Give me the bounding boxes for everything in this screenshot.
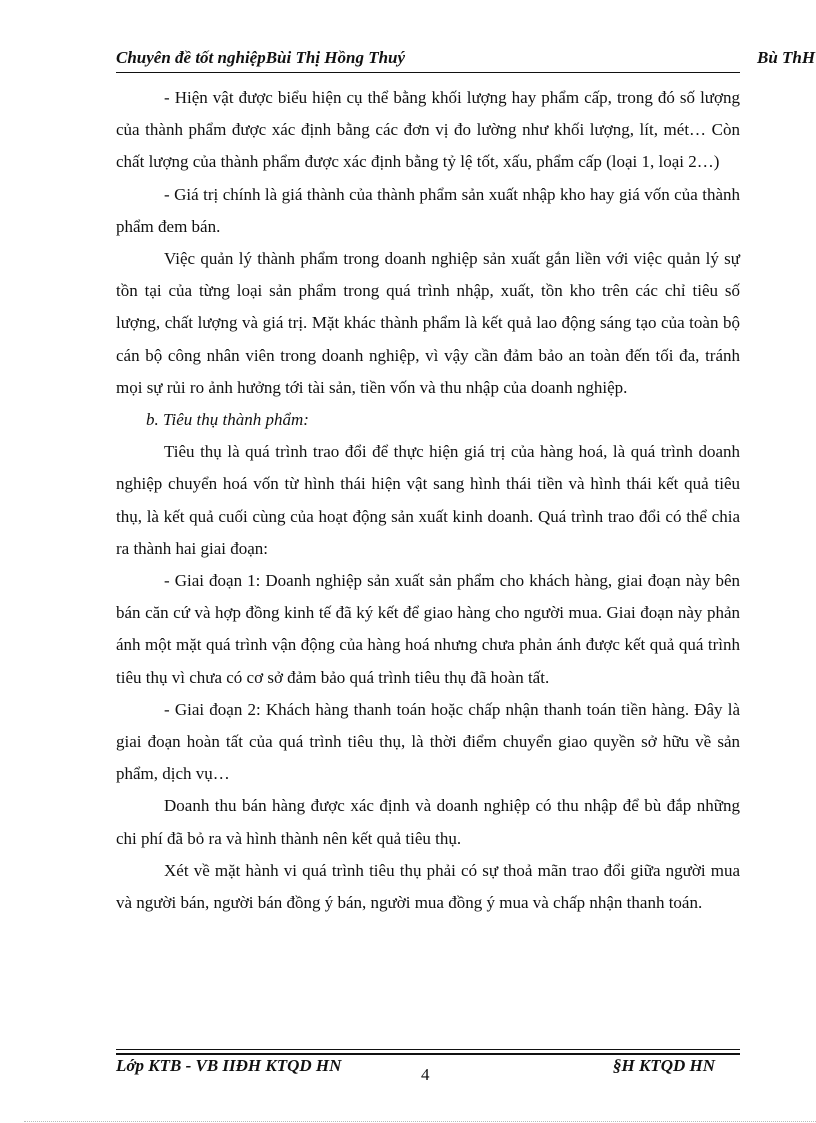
footer-school-label: §H KTQD HN [613, 1056, 715, 1075]
header-rule [116, 72, 740, 73]
section-heading-tieu-thu: b. Tiêu thụ thành phẩm: [146, 410, 309, 430]
footer-rule-thick [116, 1053, 740, 1055]
paragraph-hien-vat: - Hiện vật được biểu hiện cụ thể bằng khối lượng hay phẩm cấp, trong đó số lượng của thành phẩm được xác định bằng các đơn vị đo lường như khối lượng, lít, mét… Còn chất lượng của thành phẩm được xác định bằng tỷ lệ tốt, xấu, phẩm cấp (loại 1, loại 2…) [116, 88, 740, 172]
header-title: Chuyên đề tốt nghiệpBùi Thị Hồng Thuý [116, 48, 406, 67]
page-header [116, 48, 816, 74]
paragraph-giai-doan-1: - Giai đoạn 1: Doanh nghiệp sản xuất sản phẩm cho khách hàng, giai đoạn này bên bán căn cứ và hợp đồng kinh tế đã ký kết để giao hàng cho người mua. Giai đoạn này phản ánh một mặt quá trình vận động của hàng hoá nhưng chưa phản ánh được kết quả quá trình tiêu thụ vì chưa có cơ sở đảm bảo quá trình tiêu thụ đã hoàn tất. [116, 571, 740, 687]
document-body [116, 82, 740, 919]
paragraph-quan-ly-thanh-pham: Việc quản lý thành phẩm trong doanh nghiệp sản xuất gắn liền với việc quản lý sự tồn tại của từng loại sản phẩm trong quá trình nhập, xuất, tồn kho trên các chỉ tiêu số lượng, chất lượng và giá trị. Mặt khác thành phẩm là kết quả lao động sáng tạo của toàn bộ cán bộ công nhân viên trong doanh nghiệp, vì vậy cần đảm bảo an toàn đến tối đa, tránh mọi sự rủi ro ảnh hưởng tới tài sản, tiền vốn và thu nhập của doanh nghiệp. [116, 249, 740, 397]
page-number: 4 [421, 1065, 430, 1084]
paragraph-hanh-vi: Xét về mặt hành vi quá trình tiêu thụ phải có sự thoả mãn trao đổi giữa người mua và người bán, người bán đồng ý bán, người mua đồng ý mua và chấp nhận thanh toán. [116, 860, 740, 913]
footer-class-label: Lớp KTB - VB IIĐH KTQD HN [116, 1056, 342, 1075]
page-break-rule [24, 1121, 816, 1122]
header-author-truncated: Bù ThH [757, 48, 816, 67]
paragraph-gia-tri: - Giá trị chính là giá thành của thành phẩm sản xuất nhập kho hay giá vốn của thành phẩm đem bán. [116, 184, 740, 236]
paragraph-tieu-thu: Tiêu thụ là quá trình trao đổi để thực hiện giá trị của hàng hoá, là quá trình doanh nghiệp chuyển hoá vốn từ hình thái hiện vật sang hình thái tiền và hình thái kết quả tiêu thụ, là kết quả cuối cùng của hoạt động sản xuất kinh doanh. Quá trình trao đổi có thể chia ra thành hai giai đoạn: [116, 442, 740, 558]
footer-rule-thin [116, 1049, 740, 1050]
paragraph-doanh-thu: Doanh thu bán hàng được xác định và doanh nghiệp có thu nhập để bù đắp những chi phí đã bỏ ra và hình thành nên kết quả tiêu thụ. [116, 796, 740, 848]
paragraph-giai-doan-2: - Giai đoạn 2: Khách hàng thanh toán hoặc chấp nhận thanh toán tiền hàng. Đây là giai đoạn hoàn tất của quá trình tiêu thụ, là thời điểm chuyển giao quyền sở hữu về sản phẩm, dịch vụ… [116, 699, 740, 784]
